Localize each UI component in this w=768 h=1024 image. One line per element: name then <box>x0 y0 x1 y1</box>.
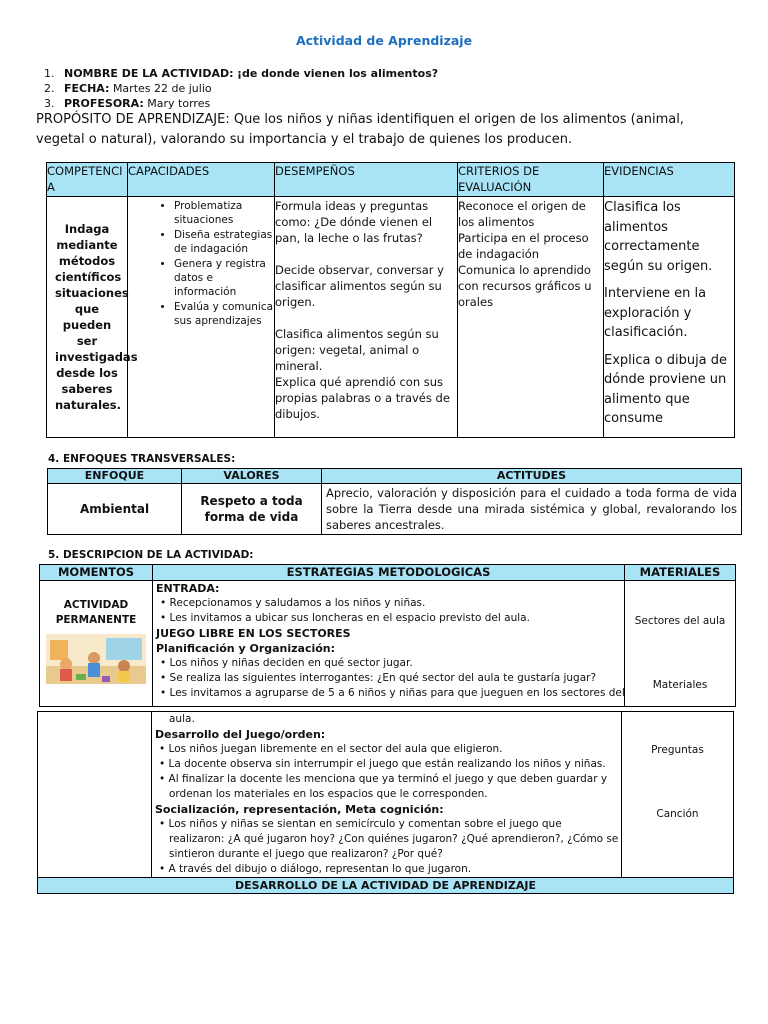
capacidad-item: • Diseña estrategias de indagación <box>174 228 274 256</box>
header-capacidades: CAPACIDADES <box>128 163 275 197</box>
enfoques-table <box>47 468 742 535</box>
desarrollo-item: • Los niños juegan libremente en el sector del aula que eligieron. <box>159 743 503 755</box>
learning-purpose: PROPÓSITO DE APRENDIZAJE: Que los niños y niñas identifiquen el origen de los alimentos (animal, vegetal o natural), valorando su importancia y el trabajo de quienes los producen. <box>36 112 684 147</box>
capacidad-item: • Evalúa y comunica sus aprendizajes <box>174 300 274 328</box>
strategies-cell-2 <box>152 712 622 878</box>
desarrollo-item-text: Al finalizar la docente les menciona que ya terminó el juego y que deben guardar y ordenan los materiales en los espacios que le corresponden. <box>168 773 608 800</box>
section-heading-descripcion: 5. DESCRIPCION DE LA ACTIVIDAD: <box>48 549 254 561</box>
criterio-item: Participa en el proceso de indagación <box>458 231 589 261</box>
meta-label: FECHA: <box>64 82 110 95</box>
header-evidencias: EVIDENCIAS <box>604 163 735 197</box>
material-item: Canción <box>656 808 699 820</box>
activity-table-part1 <box>39 564 736 707</box>
plan-item: • Los niños y niñas deciden en qué sector jugar. <box>160 657 413 669</box>
socializacion-heading: Socialización, representación, Meta cognición: <box>155 803 444 816</box>
entrada-heading: ENTRADA: <box>156 582 220 595</box>
desarrollo-item-text: La docente observa sin interrumpir el juego que están realizando los niños y niñas. <box>168 758 606 770</box>
meta-number: 1. <box>44 67 55 80</box>
desarrollo-item: • La docente observa sin interrumpir el juego que están realizando los niños y niñas. <box>159 758 606 770</box>
enfoque-value: Ambiental <box>48 484 182 535</box>
actitudes-value: Aprecio, valoración y disposición para el cuidado a toda forma de vida sobre la Tierra desde una mirada sistémica y global, revalorando los saberes ancestrales. <box>322 484 742 535</box>
plan-item-text: Les invitamos a agruparse de 5 a 6 niños y niñas para que jueguen en los sectores del <box>169 687 625 699</box>
meta-number: 2. <box>44 82 55 95</box>
meta-activity-name <box>44 66 438 82</box>
entrada-item: • Les invitamos a ubicar sus loncheras en el espacio previsto del aula. <box>160 612 530 624</box>
planificacion-heading: Planificación y Organización: <box>156 642 336 655</box>
meta-label: PROFESORA: <box>64 97 144 110</box>
social-item: • Los niños y niñas se sientan en semicírculo y comentan sobre el juego que realizaron: ¿A qué jugaron hoy? ¿Con quiénes jugaron? ¿Qué aprendieron?, ¿Cómo se sintieron durante el juego que realizaron? ¿Por qué? <box>159 818 619 860</box>
activity-table-part2 <box>37 711 734 894</box>
desempeno-item: Formula ideas y preguntas como: ¿De dónde vienen el pan, la leche o las frutas? <box>275 199 433 245</box>
meta-value: ¡de donde vienen los alimentos? <box>237 67 439 80</box>
header-estrategias: ESTRATEGIAS METODOLOGICAS <box>153 565 625 581</box>
entrada-item-text: Les invitamos a ubicar sus loncheras en el espacio previsto del aula. <box>169 612 530 624</box>
plan-item: • Les invitamos a agruparse de 5 a 6 niños y niñas para que jueguen en los sectores del <box>160 687 625 699</box>
header-momentos: MOMENTOS <box>40 565 153 581</box>
desarrollo-item: • Al finalizar la docente les menciona que ya terminó el juego y que deben guardar y ordenan los materiales en los espacios que le corresponden. <box>159 773 608 800</box>
evidencia-item: Clasifica los alimentos correctamente según su origen. <box>604 200 713 274</box>
desarrollo-footer-row: DESARROLLO DE LA ACTIVIDAD DE APRENDIZAJE <box>38 878 734 894</box>
material-item: Sectores del aula <box>634 615 726 627</box>
capacidad-item: • Genera y registra datos e información <box>174 257 274 299</box>
social-item-text: A través del dibujo o diálogo, representan lo que jugaron. <box>168 863 472 875</box>
desempeno-item: Clasifica alimentos según su origen: vegetal, animal o mineral. <box>275 327 439 373</box>
header-valores: VALORES <box>182 469 322 484</box>
competencies-table <box>46 162 735 438</box>
plan-item: • Se realiza las siguientes interrogantes: ¿En qué sector del aula te gustaría jugar? <box>160 672 597 684</box>
momento-cell <box>40 581 153 707</box>
header-materiales: MATERIALES <box>625 565 736 581</box>
entrada-item: • Recepcionamos y saludamos a los niños y niñas. <box>160 597 426 609</box>
capacidad-item: • Problematiza situaciones <box>174 199 274 227</box>
competencia-cell: Indaga mediante métodos científicos situaciones que pueden ser investigadas desde los saberes naturales. <box>47 197 128 438</box>
plan-continued: aula. <box>169 713 195 725</box>
header-actitudes: ACTITUDES <box>322 469 742 484</box>
entrada-item-text: Recepcionamos y saludamos a los niños y niñas. <box>169 597 426 609</box>
social-item: • A través del dibujo o diálogo, representan lo que jugaron. <box>159 863 472 875</box>
desempenos-cell <box>275 197 458 438</box>
meta-value: Martes 22 de julio <box>112 82 212 95</box>
strategies-cell-1 <box>153 581 625 707</box>
momento-cell-empty <box>38 712 152 878</box>
criterio-item: Comunica lo aprendido con recursos gráficos u orales <box>458 263 592 309</box>
evidencia-item: Interviene en la exploración y clasificación. <box>604 286 707 340</box>
social-item-text: Los niños y niñas se sientan en semicírculo y comentan sobre el juego que realizaron: ¿A qué jugaron hoy? ¿Con quiénes jugaron? ¿Qué aprendieron?, ¿Cómo se sintieron durante el juego que realizaron? ¿Por qué? <box>168 818 619 860</box>
materials-cell-1 <box>625 581 736 707</box>
material-item: Preguntas <box>651 744 704 756</box>
materials-cell-2 <box>622 712 734 878</box>
momento-label: ACTIVIDAD PERMANENTE <box>55 599 137 626</box>
document-title: Actividad de Aprendizaje <box>295 33 473 48</box>
desarrollo-item-text: Los niños juegan libremente en el sector del aula que eligieron. <box>168 743 503 755</box>
juego-heading: JUEGO LIBRE EN LOS SECTORES <box>156 627 351 640</box>
meta-date <box>44 81 212 97</box>
meta-label: NOMBRE DE LA ACTIVIDAD: <box>64 67 234 80</box>
criterio-item: Reconoce el origen de los alimentos <box>458 199 586 229</box>
header-enfoque: ENFOQUE <box>48 469 182 484</box>
desempeno-item: Explica qué aprendió con sus propias palabras o a través de dibujos. <box>275 375 450 421</box>
criterios-cell <box>458 197 604 438</box>
plan-item-text: Se realiza las siguientes interrogantes: ¿En qué sector del aula te gustaría jugar? <box>169 672 597 684</box>
evidencias-cell <box>604 197 735 438</box>
evidencia-item: Explica o dibuja de dónde proviene un alimento que consume <box>604 352 728 426</box>
section-heading-enfoques: 4. ENFOQUES TRANSVERSALES: <box>48 453 236 465</box>
desempeno-item: Decide observar, conversar y clasificar alimentos según su origen. <box>275 263 444 309</box>
capacidades-cell <box>128 197 275 438</box>
plan-item-text: Los niños y niñas deciden en qué sector jugar. <box>169 657 413 669</box>
header-competencia: COMPETENCIA <box>47 163 128 197</box>
header-criterios: CRITERIOS DE EVALUACIÓN <box>458 163 604 197</box>
valores-value: Respeto a toda forma de vida <box>182 484 322 535</box>
children-playing-illustration <box>46 634 146 684</box>
meta-value: Mary torres <box>147 97 211 110</box>
header-desempenos: DESEMPEÑOS <box>275 163 458 197</box>
desarrollo-heading: Desarrollo del Juego/orden: <box>155 728 326 741</box>
meta-number: 3. <box>44 97 55 110</box>
material-item: Materiales <box>652 679 708 691</box>
